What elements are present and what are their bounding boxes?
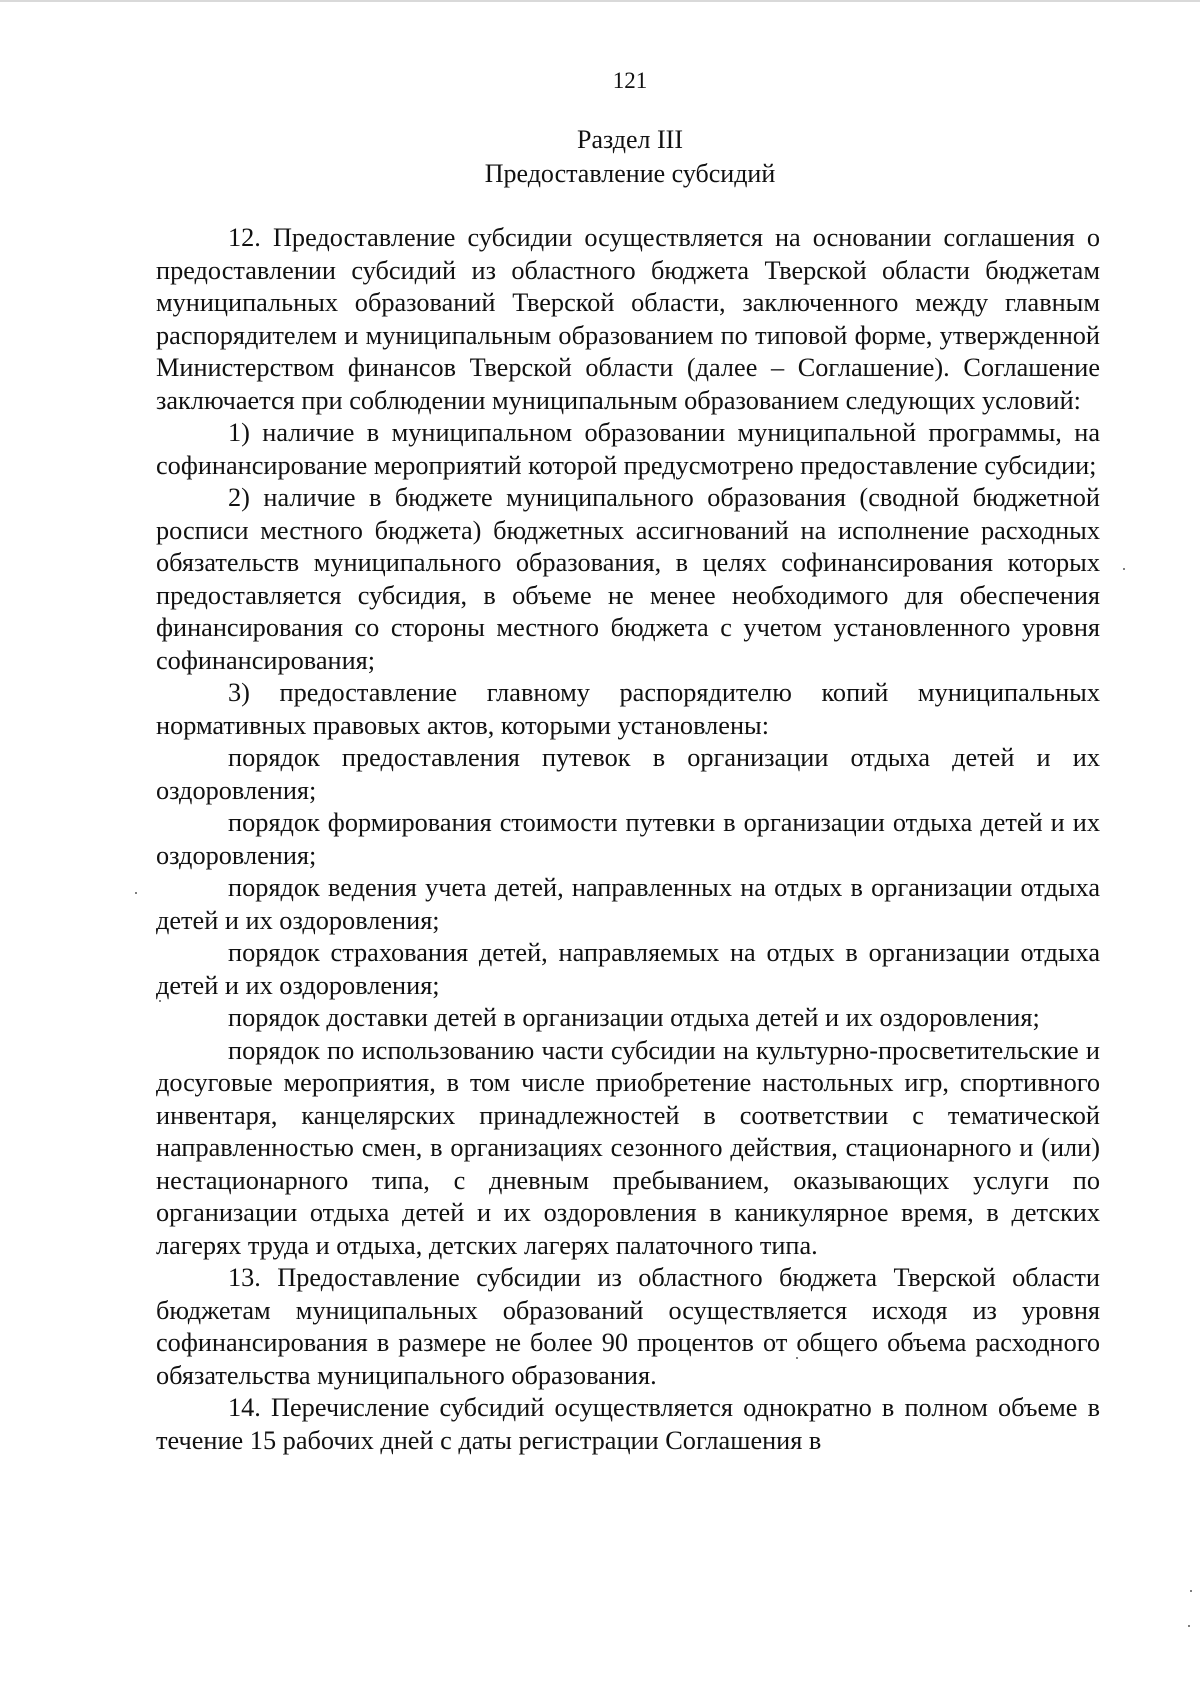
procedure-item: порядок формирования стоимости путевки в организации отдыха детей и их оздоровления; — [156, 808, 1100, 870]
scan-speck — [135, 892, 137, 894]
page-top-edge — [0, 0, 1200, 2]
document-body — [156, 222, 1100, 1457]
procedure-item: порядок предоставления путевок в организации отдыха детей и их оздоровления; — [156, 743, 1100, 805]
scan-speck — [796, 1357, 798, 1359]
paragraph-14: 14. Перечисление субсидий осуществляется однократно в полном объеме в течение 15 рабочих дней с даты регистрации Соглашения в — [156, 1393, 1100, 1455]
procedure-item: порядок страхования детей, направляемых на отдых в организации отдыха детей и их оздоровления; — [156, 938, 1100, 1000]
scan-speck — [1188, 1625, 1190, 1627]
procedure-item: порядок по использованию части субсидии на культурно-просветительские и досуговые мероприятия, в том числе приобретение настольных игр, спортивного инвентаря, канцелярских принадлежностей в соответствии с тематической направленностью смен, в организациях сезонного действия, стационарного и (или) нестационарного типа, с дневным пребыванием, оказывающих услуги по организации отдыха детей и их оздоровления в каникулярное время, в детских лагерях труда и отдыха, детских лагерях палаточного типа. — [156, 1035, 1100, 1260]
section-title: Предоставление субсидий — [484, 159, 776, 188]
scan-speck — [159, 1000, 161, 1002]
paragraph-12-condition-3: 3) предоставление главному распорядителю копий муниципальных нормативных правовых актов, которыми установлены: — [156, 678, 1100, 740]
paragraph-12-condition-1: 1) наличие в муниципальном образовании муниципальной программы, на софинансирование мероприятий которой предусмотрено предоставление субсидии; — [156, 418, 1100, 480]
scan-speck — [1123, 568, 1125, 570]
paragraph-13: 13. Предоставление субсидии из областного бюджета Тверской области бюджетам муниципальных образований осуществляется исходя из уровня софинансирования в размере не более 90 процентов от общего объема расходного обязательства муниципального образования. — [156, 1263, 1100, 1390]
procedure-item: порядок доставки детей в организации отдыха детей и их оздоровления; — [228, 1003, 1040, 1032]
section-number: Раздел III — [576, 125, 684, 154]
paragraph-12: 12. Предоставление субсидии осуществляется на основании соглашения о предоставлении субсидий из областного бюджета Тверской области бюджетам муниципальных образований Тверской области, заключенного между главным распорядителем и муниципальным образованием по типовой форме, утвержденной Министерством финансов Тверской области (далее – Соглашение). Соглашение заключается при соблюдении муниципальным образованием следующих условий: — [156, 223, 1100, 415]
paragraph-12-condition-2: 2) наличие в бюджете муниципального образования (сводной бюджетной росписи местного бюджета) бюджетных ассигнований на исполнение расходных обязательств муниципального образования, в целях софинансирования которых предоставляется субсидия, в объеме не менее необходимого для обеспечения финансирования со стороны местного бюджета с учетом установленного уровня софинансирования; — [156, 483, 1100, 675]
page-number: 121 — [612, 68, 648, 93]
scan-speck — [1190, 1590, 1192, 1592]
procedure-item: порядок ведения учета детей, направленных на отдых в организации отдыха детей и их оздоровления; — [156, 873, 1100, 935]
